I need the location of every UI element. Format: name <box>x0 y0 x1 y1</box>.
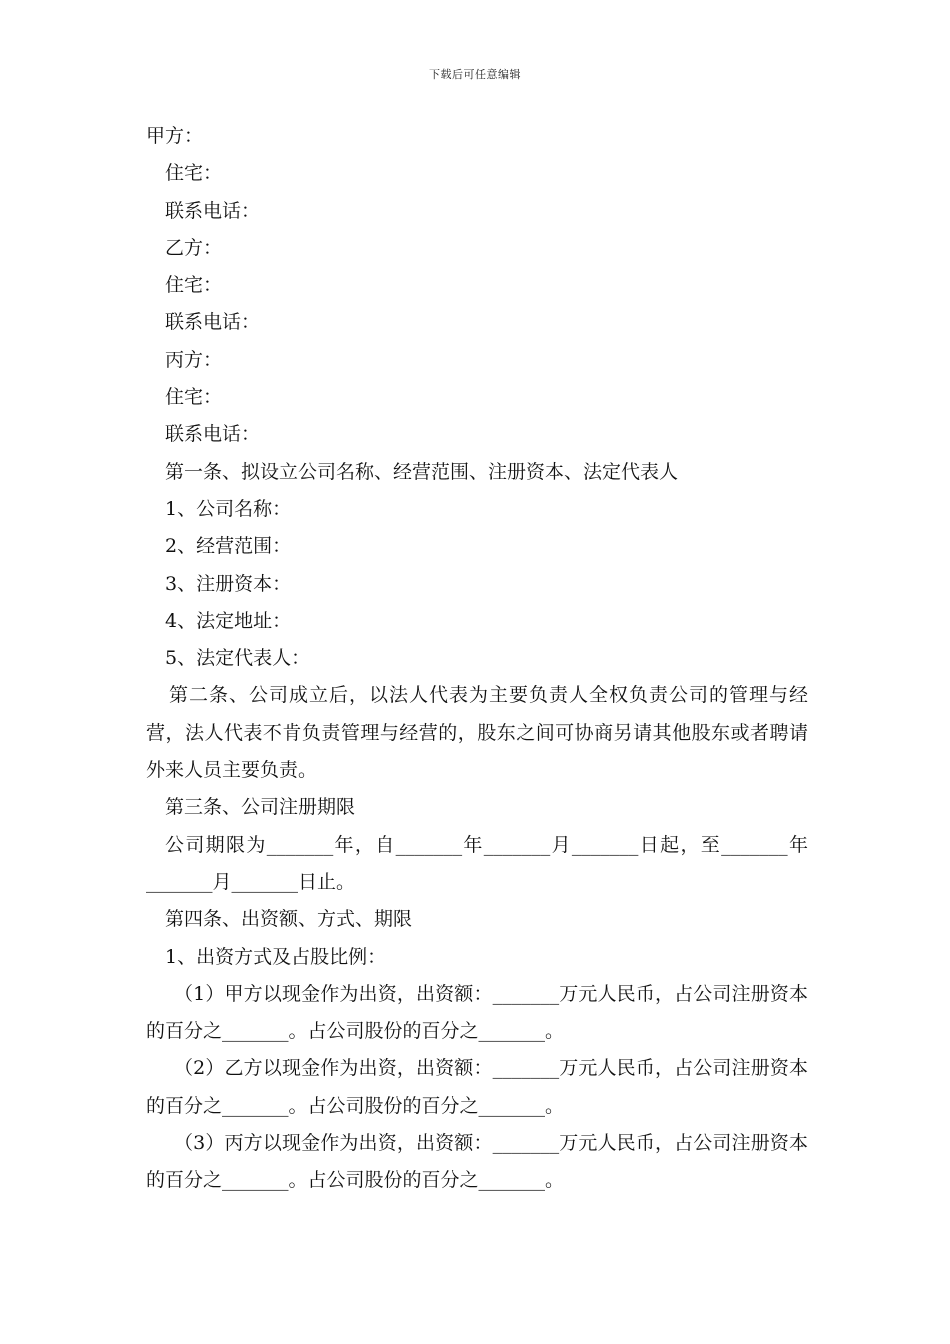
article4-item: （1）甲方以现金作为出资，出资额：_______万元人民币，占公司注册资本的百分之_______。占公司股份的百分之_______。 <box>146 982 808 1043</box>
article1-item: 2、经营范围： <box>165 535 292 558</box>
party-a-label: 甲方： <box>146 125 204 147</box>
party-c-label: 丙方： <box>165 348 223 371</box>
article4-subtitle: 1、出资方式及占股比例： <box>165 945 387 968</box>
article3-title: 第三条、公司注册期限 <box>165 796 356 819</box>
article4-item: （3）丙方以现金作为出资，出资额：_______万元人民币，占公司注册资本的百分之_______。占公司股份的百分之_______。 <box>146 1132 808 1192</box>
article2-text: 第二条、公司成立后，以法人代表为主要负责人全权负责公司的管理与经营，法人代表不肯负责管理与经营的，股东之间可协商另请其他股东或者聘请外来人员主要负责。 <box>146 684 808 782</box>
article1-title: 第一条、拟设立公司名称、经营范围、注册资本、法定代表人 <box>165 460 679 483</box>
article4-title: 第四条、出资额、方式、期限 <box>165 908 413 931</box>
article1-item: 5、法定代表人： <box>165 647 311 670</box>
party-c-phone: 联系电话： <box>165 423 261 446</box>
article1-item: 3、注册资本： <box>165 572 292 595</box>
party-b-label: 乙方： <box>165 236 223 259</box>
page-header-note: 下载后可任意编辑 <box>429 68 521 81</box>
party-c-address: 住宅： <box>165 386 223 409</box>
article3-text: 公司期限为_______年，自_______年_______月_______日起，至_______年_______月_______日止。 <box>146 833 808 893</box>
party-b-phone: 联系电话： <box>165 311 261 334</box>
article1-item: 4、法定地址： <box>165 609 292 632</box>
article4-item: （2）乙方以现金作为出资，出资额：_______万元人民币，占公司注册资本的百分之_______。占公司股份的百分之_______。 <box>146 1057 808 1117</box>
contract-body <box>146 118 808 1200</box>
party-a-address: 住宅： <box>165 162 223 185</box>
party-a-phone: 联系电话： <box>165 199 261 222</box>
article1-item: 1、公司名称： <box>165 497 292 520</box>
party-b-address: 住宅： <box>165 274 223 297</box>
